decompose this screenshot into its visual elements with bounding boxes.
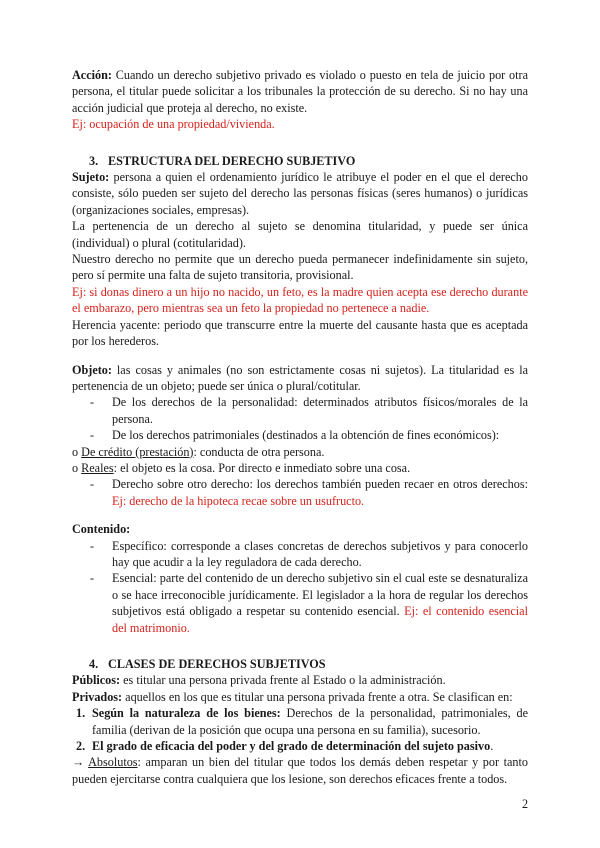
objeto-label: Objeto:: [72, 362, 112, 377]
objeto-text: las cosas y animales (no son estrictamente cosas ni sujetos). La titularidad es la pertenencia de un objeto; puede ser única o plural/cotitular.: [72, 362, 528, 393]
item-1-number: 1.: [76, 706, 86, 721]
objeto-item-patrimoniales: - De los derechos patrimoniales (destinados a la obtención de fines económicos):: [72, 427, 528, 443]
sin-sujeto-paragraph: Nuestro derecho no permite que un derecho pueda permanecer indefinidamente sin sujeto, pero sí permite una falta de sujeto transitoria, provisional.: [72, 252, 528, 283]
credito-bullet: o: [72, 444, 82, 459]
accion-paragraph: [72, 67, 528, 116]
section-4-heading: [72, 656, 528, 672]
section-4-title: CLASES DE DERECHOS SUBJETIVOS: [108, 657, 326, 671]
page-number: 2: [522, 797, 529, 811]
esencial-example: Ej: el contenido esencial del matrimonio.: [112, 604, 528, 635]
sujeto-paragraph: [72, 169, 528, 218]
absolutos-text: : amparan un bien del titular que todos los demás deben respetar y por tanto pueden ejercitarse contra cualquiera que los lesione, son derechos eficaces frente a todos.: [72, 755, 529, 786]
reales-text: : el objeto es la cosa. Por directo e inmediato sobre una cosa.: [113, 460, 411, 475]
herencia-paragraph: Herencia yacente: periodo que transcurre entre la muerte del causante hasta que es aceptada por los herederos.: [72, 317, 528, 349]
publicos-paragraph: [72, 672, 528, 688]
otro-derecho-example: Ej: derecho de la hipoteca recae sobre un usufructo.: [112, 493, 365, 508]
contenido-esencial: [72, 570, 528, 636]
publicos-text: es titular una persona privada frente al Estado o la administración.: [120, 673, 446, 688]
section-4-number: 4.: [89, 657, 99, 671]
otro-derecho-text: Derecho sobre otro derecho: los derechos también pueden recaer en otros derechos:: [112, 477, 528, 492]
credito-label: De crédito (prestación): [81, 444, 194, 459]
esencial-text: Esencial: parte del contenido de un derecho subjetivo sin el cual este se desnaturaliza o se hace irreconocible jurídicamente. El legislador a la hora de regular los derechos subjetivos está obligado a respetar su contenido esencial.: [112, 571, 528, 619]
clasificacion-item-1: [72, 705, 528, 738]
section-3-number: 3.: [89, 153, 99, 168]
accion-example: Ej: ocupación de una propiedad/vivienda.: [72, 117, 275, 132]
reales-item: [72, 460, 528, 476]
objeto-item-personalidad: - De los derechos de la personalidad: determinados atributos físicos/morales de la persona.: [72, 394, 528, 427]
page-content: [72, 67, 528, 787]
absolutos-paragraph: [72, 754, 528, 787]
item-2-text: .: [490, 739, 494, 754]
publicos-label: Públicos:: [72, 673, 121, 688]
credito-item: [72, 444, 528, 460]
item-2-label: El grado de eficacia del poder y del grado de determinación del sujeto pasivo: [92, 739, 491, 754]
privados-text: aquellos en los que es titular una persona privada frente a otra. Se clasifican en:: [122, 689, 513, 704]
otro-derecho-item: [72, 476, 528, 509]
titularidad-paragraph: La pertenencia de un derecho al sujeto se denomina titularidad, y puede ser única (individual) o plural (cotitularidad).: [72, 219, 528, 250]
contenido-label: Contenido:: [72, 522, 131, 537]
sujeto-text: persona a quien el ordenamiento jurídico le atribuye el poder en el que el derecho consiste, sólo pueden ser sujeto del derecho las personas físicas (seres humanos) o jurídicas (organizaciones sociales, empresas).: [72, 170, 528, 217]
objeto-paragraph: [72, 362, 528, 395]
privados-paragraph: [72, 689, 528, 705]
reales-bullet: o: [72, 460, 82, 475]
clasificacion-item-2: [72, 738, 528, 754]
section-3-title: ESTRUCTURA DEL DERECHO SUBJETIVO: [108, 153, 356, 168]
arrow-icon: →: [72, 755, 89, 770]
item-2-number: 2.: [76, 739, 86, 754]
privados-label: Privados:: [72, 689, 123, 704]
sujeto-label: Sujeto:: [72, 170, 110, 185]
accion-text: Cuando un derecho subjetivo privado es violado o puesto en tela de juicio por otra persona, el titular puede solicitar a los tribunales la protección de su derecho. Si no hay una acción judicial que proteja al derecho, no existe.: [72, 68, 528, 115]
absolutos-label: Absolutos: [88, 755, 138, 770]
credito-text: : conducta de otra persona.: [193, 444, 325, 459]
section-3-heading: [72, 153, 528, 169]
accion-label: Acción:: [72, 68, 112, 82]
item-1-label: Según la naturaleza de los bienes:: [92, 706, 281, 721]
sin-sujeto-example: Ej: si donas dinero a un hijo no nacido, un feto, es la madre quien acepta ese derecho durante el embarazo, pero mientras sea un feto la propiedad no pertenece a nadie.: [72, 284, 528, 316]
contenido-especifico: - Específico: corresponde a clases concretas de derechos subjetivos y para conocerlo hay que acudir a la ley reguladora de cada derecho.: [72, 538, 528, 571]
item-1-text: Derechos de la personalidad, patrimoniales, de familia (derivan de la posición que ocupa una persona en su familia), sucesorio.: [92, 706, 528, 737]
reales-label: Reales: [81, 460, 114, 475]
